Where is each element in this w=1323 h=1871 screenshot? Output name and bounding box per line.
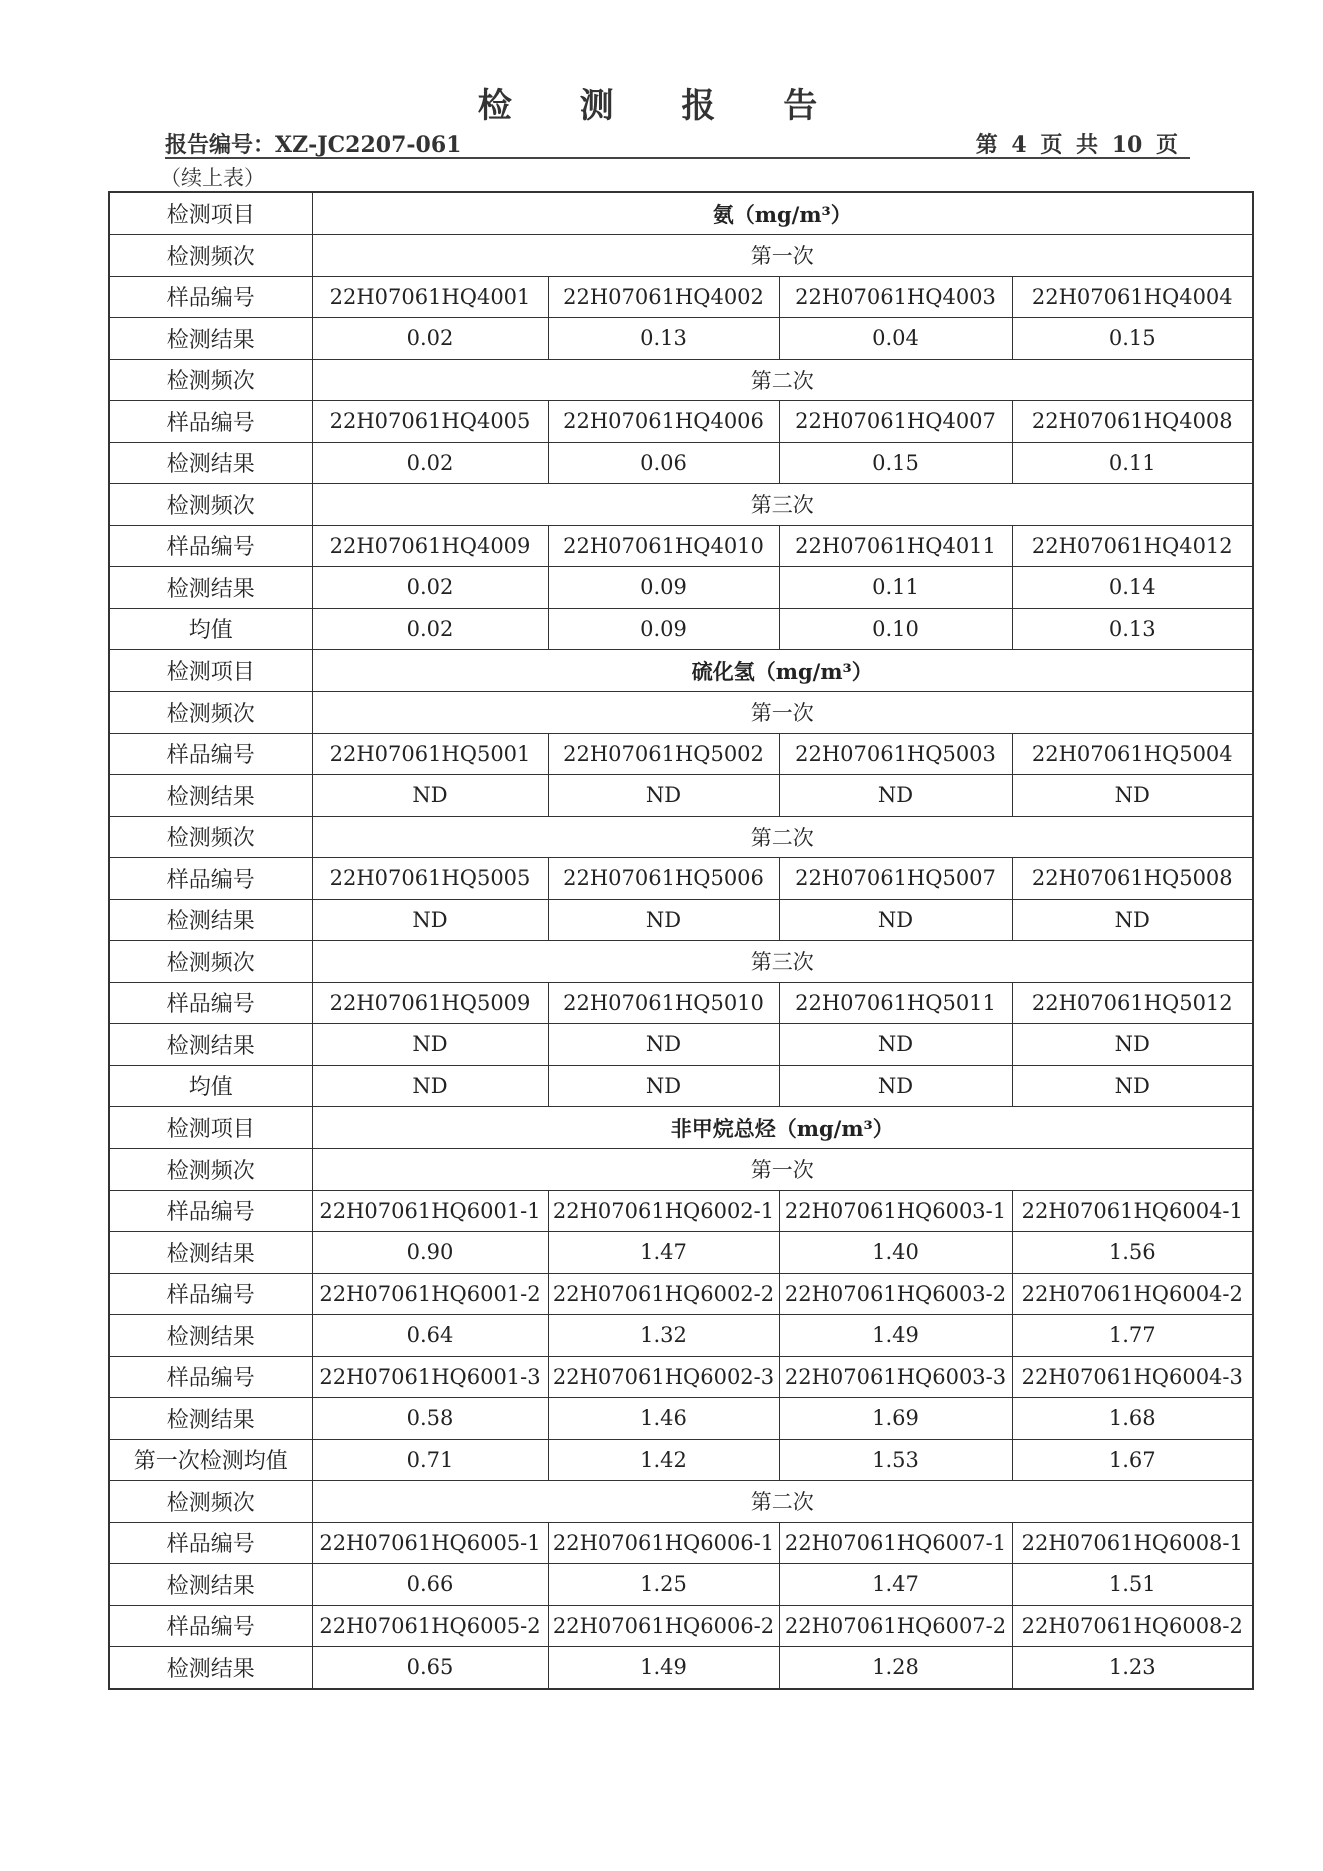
table-cell: 22H07061HQ4009 <box>312 525 548 567</box>
table-cell: 22H07061HQ4004 <box>1012 276 1253 318</box>
table-cell: 0.14 <box>1012 567 1253 609</box>
table-cell: 22H07061HQ6005-2 <box>312 1605 548 1647</box>
table-cell: ND <box>548 1065 779 1107</box>
row-label: 检测结果 <box>109 318 312 360</box>
table-cell: ND <box>779 1024 1012 1066</box>
table-cell: 22H07061HQ5012 <box>1012 982 1253 1024</box>
table-row <box>109 318 1253 360</box>
row-label: 样品编号 <box>109 401 312 443</box>
table-cell: 22H07061HQ4005 <box>312 401 548 443</box>
row-label: 检测结果 <box>109 1024 312 1066</box>
table-cell: 0.02 <box>312 567 548 609</box>
table-cell: 22H07061HQ5005 <box>312 858 548 900</box>
table-cell: 22H07061HQ5006 <box>548 858 779 900</box>
table-cell: 0.13 <box>1012 608 1253 650</box>
row-label: 均值 <box>109 608 312 650</box>
row-label: 样品编号 <box>109 1190 312 1232</box>
test-frequency: 第一次 <box>312 1149 1253 1191</box>
table-cell: 1.56 <box>1012 1232 1253 1274</box>
table-cell: 22H07061HQ6004-3 <box>1012 1356 1253 1398</box>
table-cell: 22H07061HQ4008 <box>1012 401 1253 443</box>
table-cell: 1.53 <box>779 1439 1012 1481</box>
table-cell: 22H07061HQ6006-1 <box>548 1522 779 1564</box>
row-label: 检测结果 <box>109 1232 312 1274</box>
row-label: 样品编号 <box>109 1522 312 1564</box>
table-cell: ND <box>548 775 779 817</box>
row-label: 样品编号 <box>109 1273 312 1315</box>
row-label: 检测项目 <box>109 650 312 692</box>
table-cell: 0.15 <box>1012 318 1253 360</box>
row-label: 样品编号 <box>109 858 312 900</box>
table-cell: 0.02 <box>312 442 548 484</box>
table-cell: 22H07061HQ5007 <box>779 858 1012 900</box>
table-cell: ND <box>312 775 548 817</box>
table-cell: 22H07061HQ6001-1 <box>312 1190 548 1232</box>
table-cell: 22H07061HQ5003 <box>779 733 1012 775</box>
row-label: 检测频次 <box>109 816 312 858</box>
row-label: 样品编号 <box>109 1356 312 1398</box>
table-cell: 22H07061HQ6003-1 <box>779 1190 1012 1232</box>
table-row <box>109 608 1253 650</box>
table-row <box>109 941 1253 983</box>
table-cell: 1.42 <box>548 1439 779 1481</box>
table-cell: 22H07061HQ4010 <box>548 525 779 567</box>
table-cell: 0.02 <box>312 318 548 360</box>
table-cell: 22H07061HQ4001 <box>312 276 548 318</box>
table-cell: ND <box>312 1065 548 1107</box>
table-cell: 1.23 <box>1012 1647 1253 1689</box>
table-row <box>109 1149 1253 1191</box>
table-cell: 22H07061HQ5011 <box>779 982 1012 1024</box>
table-cell: 0.64 <box>312 1315 548 1357</box>
row-label: 检测结果 <box>109 899 312 941</box>
row-label: 样品编号 <box>109 982 312 1024</box>
table-cell: 1.46 <box>548 1398 779 1440</box>
table-cell: 0.13 <box>548 318 779 360</box>
table-row <box>109 692 1253 734</box>
row-label: 样品编号 <box>109 276 312 318</box>
table-row <box>109 1564 1253 1606</box>
table-row <box>109 1356 1253 1398</box>
document-title: 检 测 报 告 <box>477 86 846 126</box>
table-row <box>109 442 1253 484</box>
table-cell: 22H07061HQ6002-3 <box>548 1356 779 1398</box>
table-row <box>109 1398 1253 1440</box>
test-frequency: 第三次 <box>312 484 1253 526</box>
table-cell: 1.69 <box>779 1398 1012 1440</box>
table-row <box>109 1439 1253 1481</box>
table-cell: 22H07061HQ4007 <box>779 401 1012 443</box>
table-cell: 22H07061HQ6001-2 <box>312 1273 548 1315</box>
results-table-body <box>109 192 1253 1689</box>
table-row <box>109 1107 1253 1149</box>
table-cell: 1.47 <box>779 1564 1012 1606</box>
row-label: 检测频次 <box>109 359 312 401</box>
table-cell: ND <box>548 899 779 941</box>
table-cell: 22H07061HQ6004-1 <box>1012 1190 1253 1232</box>
continued-note: （续上表） <box>160 166 265 190</box>
test-frequency: 第三次 <box>312 941 1253 983</box>
row-label: 样品编号 <box>109 525 312 567</box>
table-cell: ND <box>779 899 1012 941</box>
table-cell: 0.06 <box>548 442 779 484</box>
table-cell: 22H07061HQ4012 <box>1012 525 1253 567</box>
table-row <box>109 192 1253 235</box>
row-label: 检测频次 <box>109 1481 312 1523</box>
row-label: 样品编号 <box>109 1605 312 1647</box>
row-label: 检测频次 <box>109 1149 312 1191</box>
table-cell: 0.90 <box>312 1232 548 1274</box>
table-cell: 22H07061HQ6003-3 <box>779 1356 1012 1398</box>
table-cell: 1.49 <box>548 1647 779 1689</box>
table-row <box>109 1647 1253 1689</box>
table-cell: 0.04 <box>779 318 1012 360</box>
row-label: 第一次检测均值 <box>109 1439 312 1481</box>
table-cell: 0.09 <box>548 567 779 609</box>
table-cell: ND <box>1012 1024 1253 1066</box>
table-cell: 22H07061HQ6007-1 <box>779 1522 1012 1564</box>
table-row <box>109 401 1253 443</box>
test-item-name: 非甲烷总烃（mg/m³） <box>312 1107 1253 1149</box>
table-row <box>109 858 1253 900</box>
table-row <box>109 1065 1253 1107</box>
table-cell: 22H07061HQ6002-2 <box>548 1273 779 1315</box>
row-label: 检测结果 <box>109 1647 312 1689</box>
table-cell: 1.25 <box>548 1564 779 1606</box>
row-label: 检测结果 <box>109 1398 312 1440</box>
table-row <box>109 816 1253 858</box>
table-cell: 22H07061HQ6001-3 <box>312 1356 548 1398</box>
table-cell: 0.65 <box>312 1647 548 1689</box>
table-cell: 22H07061HQ6007-2 <box>779 1605 1012 1647</box>
header-rule <box>165 157 1190 159</box>
table-cell: ND <box>1012 899 1253 941</box>
table-cell: ND <box>312 899 548 941</box>
row-label: 样品编号 <box>109 733 312 775</box>
table-cell: 22H07061HQ4003 <box>779 276 1012 318</box>
table-cell: ND <box>548 1024 779 1066</box>
table-cell: 0.15 <box>779 442 1012 484</box>
table-row <box>109 982 1253 1024</box>
table-cell: 0.10 <box>779 608 1012 650</box>
table-cell: ND <box>312 1024 548 1066</box>
report-number: 报告编号：XZ-JC2207-061 <box>165 132 462 158</box>
table-cell: 22H07061HQ6008-1 <box>1012 1522 1253 1564</box>
table-cell: 1.40 <box>779 1232 1012 1274</box>
table-cell: 22H07061HQ4002 <box>548 276 779 318</box>
table-row <box>109 525 1253 567</box>
table-cell: 1.47 <box>548 1232 779 1274</box>
page-info: 第 4 页 共 10 页 <box>975 132 1178 158</box>
table-cell: 22H07061HQ5008 <box>1012 858 1253 900</box>
table-cell: 1.67 <box>1012 1439 1253 1481</box>
table-row <box>109 1232 1253 1274</box>
row-label: 检测频次 <box>109 484 312 526</box>
row-label: 检测项目 <box>109 192 312 235</box>
test-item-name: 氨（mg/m³） <box>312 192 1253 235</box>
table-row <box>109 1522 1253 1564</box>
table-row <box>109 484 1253 526</box>
table-cell: 0.66 <box>312 1564 548 1606</box>
table-row <box>109 276 1253 318</box>
table-row <box>109 1273 1253 1315</box>
table-cell: 0.09 <box>548 608 779 650</box>
table-cell: 22H07061HQ6002-1 <box>548 1190 779 1232</box>
table-cell: ND <box>1012 1065 1253 1107</box>
row-label: 检测结果 <box>109 442 312 484</box>
row-label: 检测频次 <box>109 692 312 734</box>
table-cell: 1.77 <box>1012 1315 1253 1357</box>
row-label: 检测结果 <box>109 567 312 609</box>
table-cell: 22H07061HQ6003-2 <box>779 1273 1012 1315</box>
table-cell: 22H07061HQ6004-2 <box>1012 1273 1253 1315</box>
table-cell: 22H07061HQ5002 <box>548 733 779 775</box>
test-frequency: 第一次 <box>312 692 1253 734</box>
table-row <box>109 235 1253 277</box>
table-cell: 22H07061HQ6006-2 <box>548 1605 779 1647</box>
test-frequency: 第二次 <box>312 816 1253 858</box>
table-cell: ND <box>779 1065 1012 1107</box>
row-label: 检测结果 <box>109 775 312 817</box>
table-cell: 22H07061HQ4011 <box>779 525 1012 567</box>
table-row <box>109 359 1253 401</box>
table-row <box>109 899 1253 941</box>
row-label: 均值 <box>109 1065 312 1107</box>
table-cell: 22H07061HQ5009 <box>312 982 548 1024</box>
table-row <box>109 1481 1253 1523</box>
test-frequency: 第二次 <box>312 1481 1253 1523</box>
table-cell: ND <box>779 775 1012 817</box>
table-cell: 22H07061HQ4006 <box>548 401 779 443</box>
table-cell: ND <box>1012 775 1253 817</box>
test-item-name: 硫化氢（mg/m³） <box>312 650 1253 692</box>
row-label: 检测项目 <box>109 1107 312 1149</box>
table-cell: 1.49 <box>779 1315 1012 1357</box>
row-label: 检测结果 <box>109 1564 312 1606</box>
table-row <box>109 1605 1253 1647</box>
table-row <box>109 1024 1253 1066</box>
table-cell: 22H07061HQ6008-2 <box>1012 1605 1253 1647</box>
table-cell: 0.02 <box>312 608 548 650</box>
table-cell: 1.28 <box>779 1647 1012 1689</box>
table-cell: 1.68 <box>1012 1398 1253 1440</box>
table-row <box>109 567 1253 609</box>
row-label: 检测结果 <box>109 1315 312 1357</box>
table-cell: 0.11 <box>779 567 1012 609</box>
table-row <box>109 775 1253 817</box>
results-table <box>108 191 1254 1690</box>
table-row <box>109 1190 1253 1232</box>
row-label: 检测频次 <box>109 235 312 277</box>
table-cell: 1.51 <box>1012 1564 1253 1606</box>
table-cell: 1.32 <box>548 1315 779 1357</box>
table-row <box>109 650 1253 692</box>
table-cell: 0.71 <box>312 1439 548 1481</box>
table-row <box>109 1315 1253 1357</box>
row-label: 检测频次 <box>109 941 312 983</box>
table-cell: 22H07061HQ6005-1 <box>312 1522 548 1564</box>
table-cell: 0.11 <box>1012 442 1253 484</box>
table-cell: 22H07061HQ5001 <box>312 733 548 775</box>
test-frequency: 第一次 <box>312 235 1253 277</box>
table-cell: 22H07061HQ5010 <box>548 982 779 1024</box>
test-frequency: 第二次 <box>312 359 1253 401</box>
table-cell: 0.58 <box>312 1398 548 1440</box>
table-cell: 22H07061HQ5004 <box>1012 733 1253 775</box>
table-row <box>109 733 1253 775</box>
